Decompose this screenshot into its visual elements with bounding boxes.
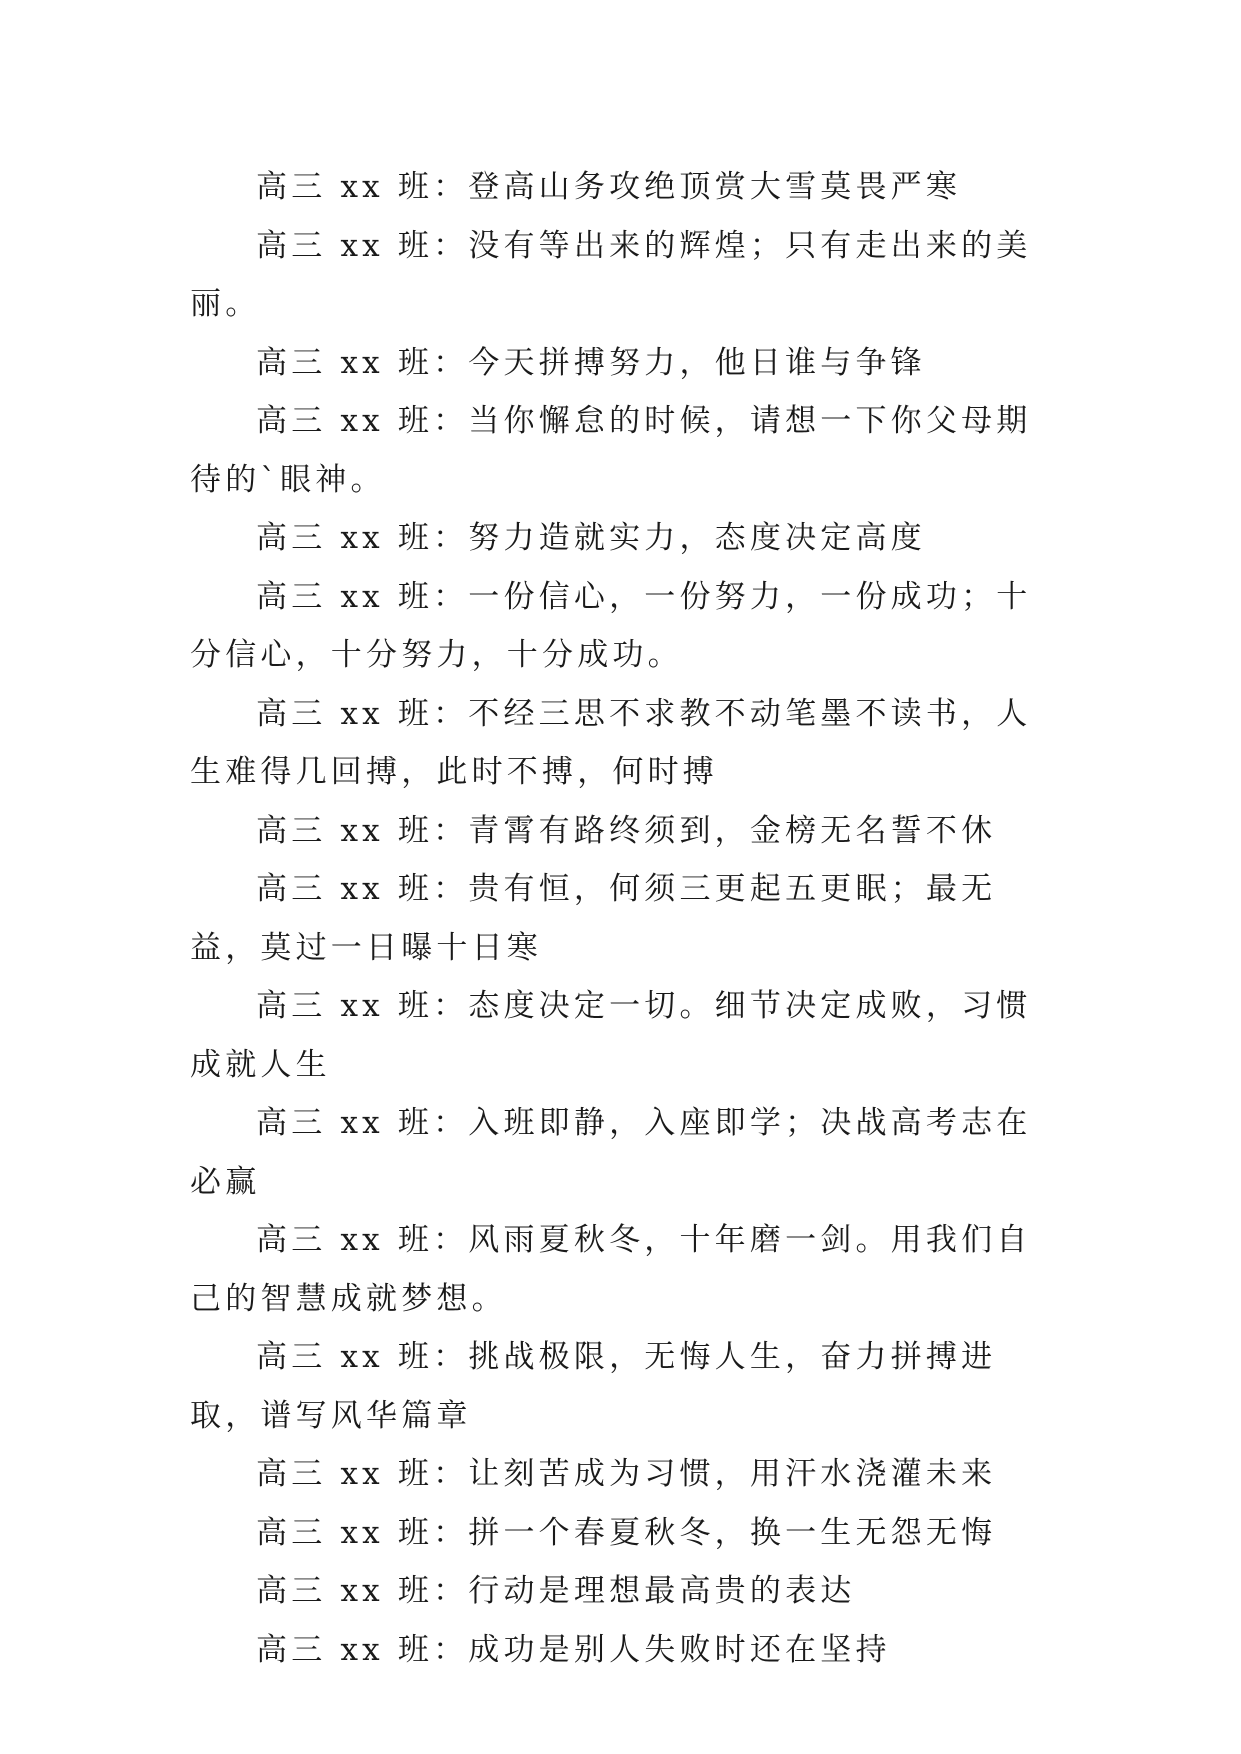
document-body (190, 158, 1060, 1679)
slogan-paragraph: 高三 xx 班：拼一个春夏秋冬，换一生无怨无悔 (256, 1514, 997, 1551)
slogan-paragraph: 高三 xx 班：努力造就实力，态度决定高度 (256, 520, 926, 556)
slogan-paragraph: 高三 xx 班：青霄有路终须到，金榜无名誓不休 (256, 812, 997, 849)
slogan-paragraph: 高三 xx 班：登高山务攻绝顶赏大雪莫畏严寒 (256, 169, 962, 205)
slogan-paragraph: 高三 xx 班：成功是别人失败时还在坚持 (256, 1631, 891, 1668)
slogan-paragraph: 高三 xx 班：不经三思不求教不动笔墨不读书，人生难得几回搏，此时不搏，何时搏 (190, 695, 1032, 790)
slogan-paragraph: 高三 xx 班：态度决定一切。细节决定成败，习惯成就人生 (190, 988, 1032, 1083)
slogan-paragraph: 高三 xx 班：行动是理想最高贵的表达 (256, 1573, 856, 1609)
slogan-paragraph: 高三 xx 班：入班即静，入座即学；决战高考志在必赢 (190, 1105, 1032, 1200)
slogan-paragraph: 高三 xx 班：一份信心，一份努力，一份成功；十分信心，十分努力，十分成功。 (190, 578, 1032, 673)
slogan-paragraph: 高三 xx 班：风雨夏秋冬，十年磨一剑。用我们自己的智慧成就梦想。 (190, 1222, 1032, 1317)
slogan-paragraph: 高三 xx 班：挑战极限，无悔人生，奋力拼搏进取，谱写风华篇章 (190, 1339, 997, 1434)
slogan-paragraph: 高三 xx 班：贵有恒，何须三更起五更眠；最无益，莫过一日曝十日寒 (190, 871, 997, 966)
slogan-paragraph: 高三 xx 班：今天拼搏努力，他日谁与争锋 (256, 344, 926, 381)
slogan-paragraph: 高三 xx 班：没有等出来的辉煌；只有走出来的美丽。 (190, 227, 1032, 322)
slogan-paragraph: 高三 xx 班：当你懈怠的时候，请想一下你父母期待的`眼神。 (190, 403, 1032, 498)
slogan-paragraph: 高三 xx 班：让刻苦成为习惯，用汗水浇灌未来 (256, 1456, 997, 1492)
